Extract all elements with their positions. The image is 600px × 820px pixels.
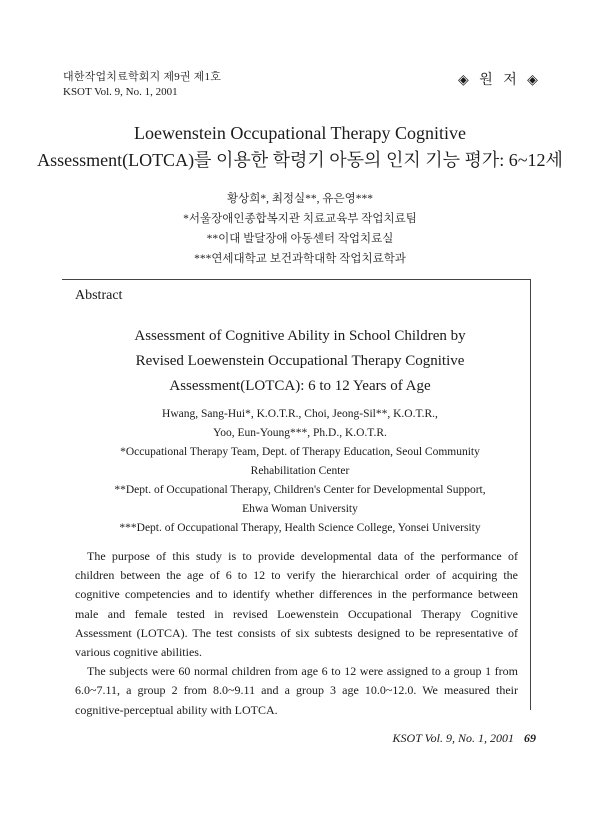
english-affiliation-2-line-1: **Dept. of Occupational Therapy, Children's Center for Developmental Support, bbox=[114, 484, 486, 496]
abstract-body bbox=[75, 547, 518, 720]
english-affiliation-2-line-2: Ehwa Woman University bbox=[242, 503, 358, 515]
english-authors bbox=[80, 405, 520, 538]
abstract-paragraph-2: The subjects were 60 normal children from age 6 to 12 were assigned to a group 1 from 6.0~7.11, a group 2 from 8.0~9.11 and a group 3 age 10.0~12.0. We measured their cognitive-perceptual ability with LOTCA. bbox=[75, 664, 518, 717]
page-number: 69 bbox=[524, 731, 536, 745]
affiliation-korean-1: *서울장애인종합복지관 치료교육부 작업치료팀 bbox=[183, 213, 417, 225]
abstract-paragraph-1: The purpose of this study is to provide developmental data of the performance of children between the age of 6 to 12 to verify the hierarchical order of acquiring the cognitive competencies and to identify whether differences in the performance between male and female tested in revised Loewenstein Occupational Therapy Cognitive Assessment (LOTCA). The test consists of six subtests designed to be representative of various cognitive abilities. bbox=[75, 549, 518, 660]
journal-name-korean: 대한작업치료학회지 제9권 제1호 bbox=[63, 71, 222, 83]
english-title-line-2: Revised Loewenstein Occupational Therapy Cognitive bbox=[135, 353, 465, 369]
english-affiliation-3: ***Dept. of Occupational Therapy, Health Science College, Yonsei University bbox=[119, 522, 481, 534]
affiliation-korean-2: **이대 발달장애 아동센터 작업치료실 bbox=[206, 233, 394, 245]
affiliation-korean-3: ***연세대학교 보건과학대학 작업치료학과 bbox=[194, 253, 406, 265]
english-title-line-1: Assessment of Cognitive Ability in School Children by bbox=[134, 328, 466, 344]
author-names-korean: 황상희*, 최정실**, 유은영*** bbox=[227, 193, 373, 205]
english-authors-line-2: Yoo, Eun-Young***, Ph.D., K.O.T.R. bbox=[213, 427, 387, 439]
article-type-label: ◈ 원 저 ◈ bbox=[458, 72, 541, 88]
footer-journal: KSOT Vol. 9, No. 1, 2001 bbox=[392, 731, 514, 745]
journal-citation: KSOT Vol. 9, No. 1, 2001 bbox=[63, 86, 178, 98]
english-authors-line-1: Hwang, Sang-Hui*, K.O.T.R., Choi, Jeong-Sil**, K.O.T.R., bbox=[162, 408, 438, 420]
english-affiliation-1-line-2: Rehabilitation Center bbox=[250, 465, 350, 477]
english-affiliation-1-line-1: *Occupational Therapy Team, Dept. of Therapy Education, Seoul Community bbox=[120, 446, 480, 458]
authors-korean bbox=[0, 189, 600, 269]
paper-title-line-2: Assessment(LOTCA)를 이용한 학령기 아동의 인지 기능 평가: 6~12세 bbox=[37, 150, 563, 170]
paper-title-line-1: Loewenstein Occupational Therapy Cognitive bbox=[133, 123, 467, 143]
paper-title bbox=[0, 120, 600, 174]
abstract-heading: Abstract bbox=[75, 288, 123, 303]
english-title bbox=[0, 324, 600, 399]
page-footer bbox=[393, 731, 536, 746]
english-title-line-3: Assessment(LOTCA): 6 to 12 Years of Age bbox=[169, 378, 431, 394]
